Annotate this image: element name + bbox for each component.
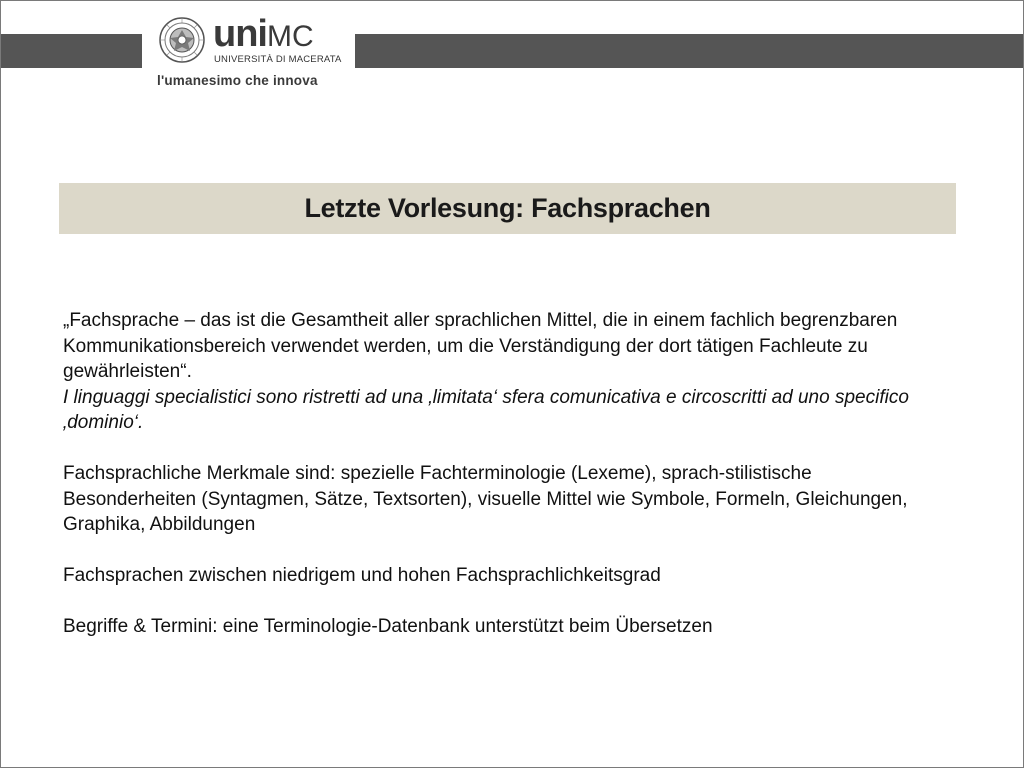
definition-paragraph: „Fachsprache – das ist die Gesamtheit aller sprachlichen Mittel, die in einem fachlich begrenzbaren Kommunikationsbereich verwendet werden, um die Verständigung der dort tätigen Fachleute zu gewährleisten“. — [63, 310, 898, 382]
university-logo — [151, 11, 351, 91]
paragraph-spacer — [63, 436, 943, 462]
university-seal-icon — [159, 17, 205, 63]
tagline: l'umanesimo che innova — [157, 73, 318, 88]
paragraph-spacer — [63, 538, 943, 564]
brand-light: MC — [266, 20, 314, 53]
header-bar-left — [1, 34, 142, 68]
features-paragraph: Fachsprachliche Merkmale sind: spezielle Fachterminologie (Lexeme), sprach-stilistische Besonderheiten (Syntagmen, Sätze, Textsorten), visuelle Mittel wie Symbole, Formeln, Gleichungen, Graphika, Abbildungen — [63, 463, 908, 535]
italian-note-paragraph: I linguaggi specialistici sono ristretti ad una ‚limitata‘ sfera comunicativa e circoscritti ad uno specifico ‚dominio‘. — [63, 386, 909, 433]
brand-wordmark — [213, 15, 314, 53]
slide-title: Letzte Vorlesung: Fachsprachen — [304, 193, 711, 223]
paragraph-spacer — [63, 589, 943, 615]
header-bar-right — [355, 34, 1023, 68]
brand-bold: uni — [213, 13, 267, 55]
degree-paragraph: Fachsprachen zwischen niedrigem und hohen Fachsprachlichkeitsgrad — [63, 565, 661, 586]
title-band — [59, 183, 956, 234]
terms-paragraph: Begriffe & Termini: eine Terminologie-Datenbank unterstützt beim Übersetzen — [63, 616, 713, 637]
university-name: UNIVERSITÀ DI MACERATA — [214, 54, 342, 65]
slide-content — [63, 308, 943, 640]
